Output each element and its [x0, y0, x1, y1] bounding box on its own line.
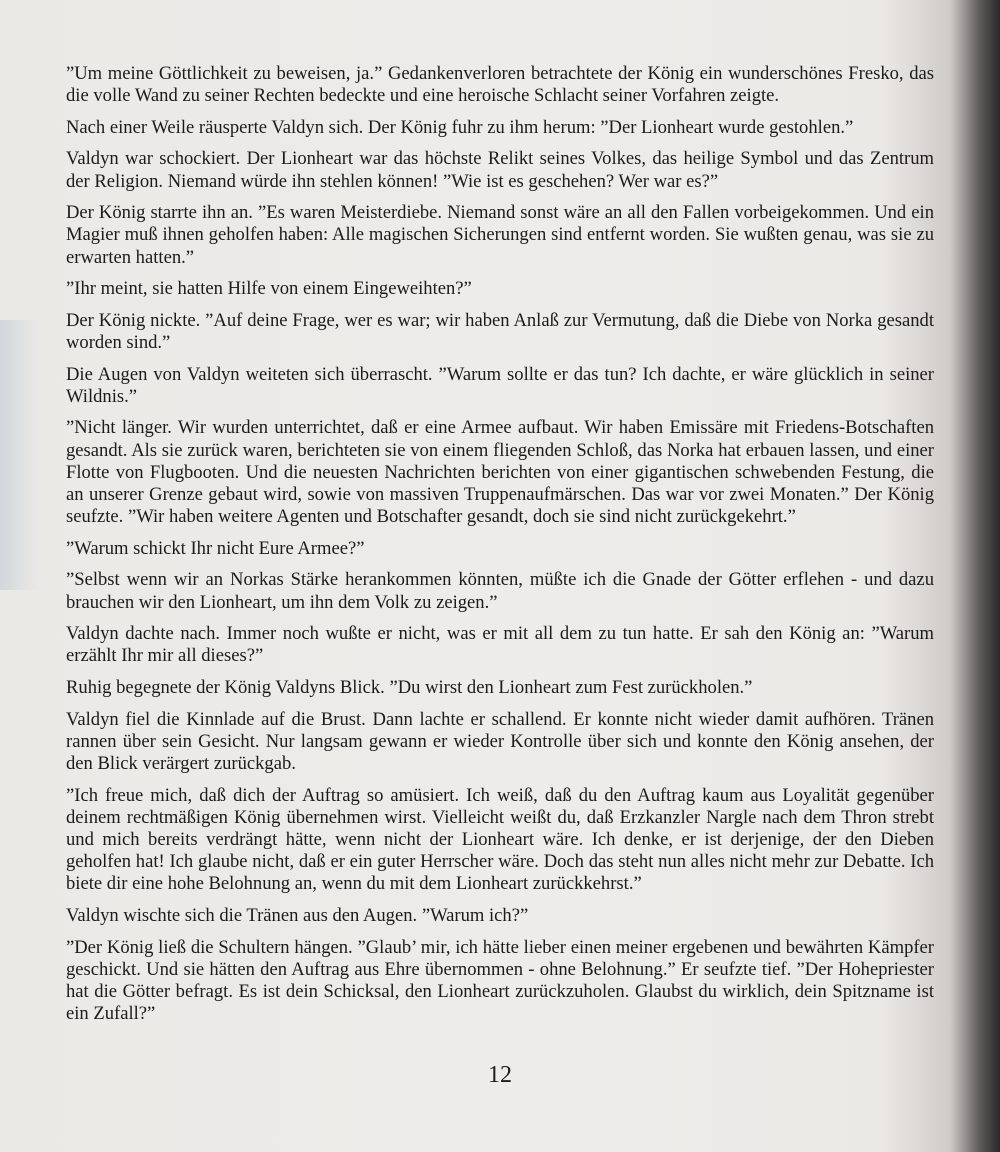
body-text — [66, 63, 934, 1035]
paragraph: ”Um meine Göttlichkeit zu beweisen, ja.” Gedankenverloren betrachtete der König ein wunderschönes Fresko, das die volle Wand zu seiner Rechten bedeckte und eine heroische Schlacht seiner Vorfahren zeigte. — [66, 63, 934, 107]
paragraph: ”Selbst wenn wir an Norkas Stärke herankommen könnten, müßte ich die Gnade der Götter erflehen - und dazu brauchen wir den Lionheart, um ihn dem Volk zu zeigen.” — [66, 569, 934, 613]
paragraph: Die Augen von Valdyn weiteten sich überrascht. ”Warum sollte er das tun? Ich dachte, er wäre glücklich in seiner Wildnis.” — [66, 363, 934, 407]
paragraph: Nach einer Weile räusperte Valdyn sich. Der König fuhr zu ihm herum: ”Der Lionheart wurde gestohlen.” — [66, 116, 854, 138]
paragraph: Valdyn wischte sich die Tränen aus den Augen. ”Warum ich?” — [66, 904, 529, 926]
paragraph: ”Nicht länger. Wir wurden unterrichtet, daß er eine Armee aufbaut. Wir haben Emissäre mit Friedens-Botschaften gesandt. Als sie zurück waren, berichteten sie von einem fliegenden Schloß, das Norka hat erbauen lassen, und einer Flotte von Flugbooten. Und die neuesten Nachrichten berichten von einer gigantischen schwebenden Festung, die an unserer Grenze gebaut wird, sowie von massiven Truppenaufmärschen. Das war vor zwei Monaten.” Der König seufzte. ”Wir haben weitere Agenten und Botschafter gesandt, doch sie sind nicht zurückgekehrt.” — [66, 417, 934, 528]
page-number: 12 — [488, 1062, 512, 1088]
paragraph: Ruhig begegnete der König Valdyns Blick. ”Du wirst den Lionheart zum Fest zurückholen.” — [66, 676, 753, 698]
paragraph: Der König nickte. ”Auf deine Frage, wer es war; wir haben Anlaß zur Vermutung, daß die Diebe von Norka gesandt worden sind.” — [66, 309, 934, 353]
paragraph: Valdyn fiel die Kinnlade auf die Brust. Dann lachte er schallend. Er konnte nicht wieder damit aufhören. Tränen rannen über sein Gesicht. Nur langsam gewann er wieder Kontrolle über sich und konnte den König ansehen, der den Blick verärgert zurückgab. — [66, 708, 934, 774]
paragraph: Der König starrte ihn an. ”Es waren Meisterdiebe. Niemand sonst wäre an all den Fallen vorbeigekommen. Und ein Magier muß ihnen geholfen haben: Alle magischen Sicherungen sind entfernt worden. Sie wußten genau, was sie zu erwarten hatten.” — [66, 202, 934, 268]
paragraph: ”Ich freue mich, daß dich der Auftrag so amüsiert. Ich weiß, daß du den Auftrag kaum aus Loyalität gegenüber deinem rechtmäßigen König übernehmen wirst. Vielleicht weißt du, daß Erzkanzler Nargle nach dem Thron strebt und mich bereits verdrängt hätte, wenn nicht der Lionheart wäre. Ich denke, er ist derjenige, der den Dieben geholfen hat! Ich glaube nicht, daß er ein guter Herrscher wäre. Doch das steht nun alles nicht mehr zur Debatte. Ich biete dir eine hohe Belohnung an, wenn du mit dem Lionheart zurückkehrst.” — [66, 784, 934, 895]
paragraph: Valdyn war schockiert. Der Lionheart war das höchste Relikt seines Volkes, das heilige Symbol und das Zentrum der Religion. Niemand würde ihn stehlen können! ”Wie ist es geschehen? Wer war es?” — [66, 148, 934, 192]
paragraph: ”Der König ließ die Schultern hängen. ”Glaub’ mir, ich hätte lieber einen meiner ergebenen und bewährten Kämpfer geschickt. Und sie hätten den Auftrag aus Ehre übernommen - ohne Belohnung.” Er seufzte tief. ”Der Hohepriester hat die Götter befragt. Es ist dein Schicksal, den Lionheart zurückzuholen. Glaubst du wirklich, dein Spitzname ist ein Zufall?” — [66, 936, 934, 1025]
paragraph: ”Warum schickt Ihr nicht Eure Armee?” — [66, 537, 365, 559]
paragraph: Valdyn dachte nach. Immer noch wußte er nicht, was er mit all dem zu tun hatte. Er sah den König an: ”Warum erzählt Ihr mir all dieses?” — [66, 623, 934, 667]
paragraph: ”Ihr meint, sie hatten Hilfe von einem Eingeweihten?” — [66, 278, 472, 300]
page-edge-shadow — [0, 320, 40, 590]
